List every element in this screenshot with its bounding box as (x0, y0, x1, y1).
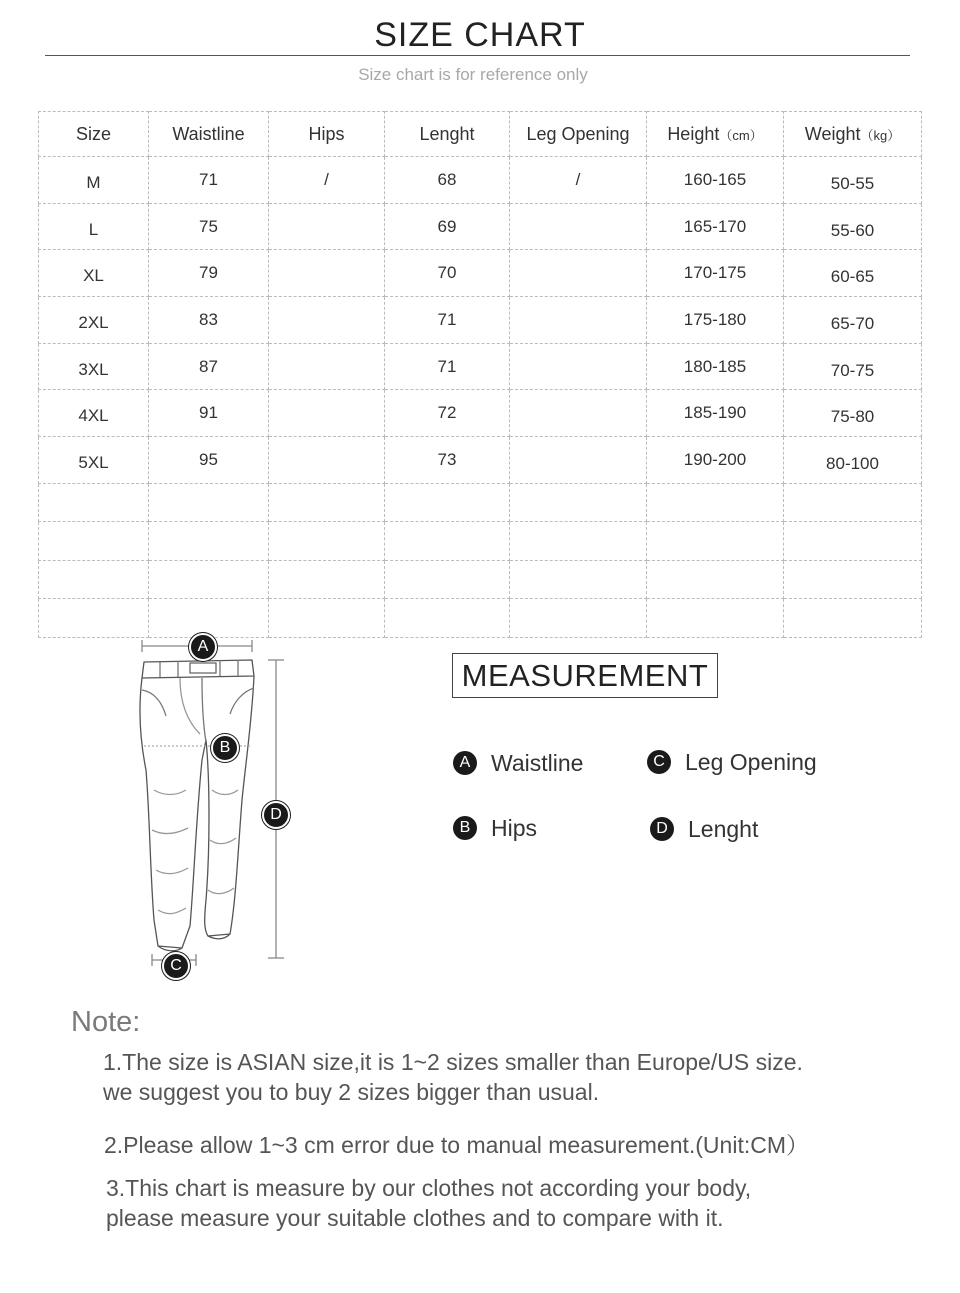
cell-weight: 65-70 (784, 297, 922, 344)
cell-hips (269, 390, 385, 437)
measurement-title: MEASUREMENT (452, 653, 718, 698)
header-weight (784, 112, 922, 157)
legend-waistline (453, 749, 583, 777)
cell-hips: / (269, 157, 385, 204)
table-row (39, 343, 922, 390)
table-header-row (39, 112, 922, 157)
cell-length: 71 (385, 343, 510, 390)
title-divider (45, 55, 910, 56)
note-line: 3.This chart is measure by our clothes not according your body, (106, 1175, 752, 1201)
cell-length: 72 (385, 390, 510, 437)
cell-length: 70 (385, 250, 510, 297)
legend-marker-b: B (453, 816, 477, 840)
cell-hips (269, 437, 385, 484)
marker-c: C (162, 952, 190, 980)
cell-length: 69 (385, 203, 510, 250)
cell-length: 68 (385, 157, 510, 204)
cell-height: 170-175 (647, 250, 784, 297)
cell-weight: 50-55 (784, 157, 922, 204)
legend-label-length: Lenght (688, 815, 759, 842)
marker-d: D (262, 801, 290, 829)
header-height-unit: （cm） (719, 127, 763, 143)
header-waistline: Waistline (149, 112, 269, 157)
note-line: 2.Please allow 1~3 cm error due to manual measurement.(Unit:CM） (104, 1132, 809, 1158)
cell-weight: 55-60 (784, 203, 922, 250)
header-height-label: Height (667, 123, 720, 144)
cell-weight: 75-80 (784, 390, 922, 437)
header-size: Size (39, 112, 149, 157)
cell-leg-opening (510, 250, 647, 297)
header-weight-label: Weight (804, 123, 861, 144)
table-row (39, 157, 922, 204)
cell-leg-opening (510, 390, 647, 437)
legend-marker-d: D (650, 817, 674, 841)
cell-size: 5XL (39, 437, 149, 484)
legend-marker-a: A (453, 751, 477, 775)
legend-leg-opening (647, 748, 817, 776)
marker-b: B (211, 734, 239, 762)
page-title: SIZE CHART (374, 16, 586, 54)
cell-size: M (39, 157, 149, 204)
table-row (39, 250, 922, 297)
cell-length: 71 (385, 297, 510, 344)
legend-hips (453, 814, 537, 842)
table-row (39, 203, 922, 250)
notes-title: Note: (71, 1006, 141, 1038)
cell-hips (269, 250, 385, 297)
marker-a: A (189, 633, 217, 661)
cell-size: 2XL (39, 297, 149, 344)
pants-diagram (120, 630, 310, 980)
cell-hips (269, 297, 385, 344)
cell-waistline: 75 (149, 203, 269, 250)
table-row (39, 297, 922, 344)
cell-weight: 80-100 (784, 437, 922, 484)
empty-row (39, 560, 922, 599)
size-chart-table (38, 111, 922, 638)
header-length: Lenght (385, 112, 510, 157)
cell-hips (269, 343, 385, 390)
cell-waistline: 71 (149, 157, 269, 204)
cell-size: XL (39, 250, 149, 297)
cell-waistline: 91 (149, 390, 269, 437)
legend-label-leg-opening: Leg Opening (685, 748, 817, 775)
cell-height: 175-180 (647, 297, 784, 344)
cell-leg-opening (510, 203, 647, 250)
cell-weight: 60-65 (784, 250, 922, 297)
note-line: we suggest you to buy 2 sizes bigger than usual. (103, 1079, 600, 1105)
header-height (647, 112, 784, 157)
page-subtitle: Size chart is for reference only (358, 65, 588, 84)
table-row (39, 390, 922, 437)
cell-height: 190-200 (647, 437, 784, 484)
cell-waistline: 83 (149, 297, 269, 344)
cell-leg-opening (510, 437, 647, 484)
cell-height: 160-165 (647, 157, 784, 204)
table-row (39, 437, 922, 484)
legend-label-waistline: Waistline (491, 749, 584, 776)
cell-leg-opening: / (510, 157, 647, 204)
cell-leg-opening (510, 297, 647, 344)
legend-label-hips: Hips (491, 814, 538, 841)
cell-size: 3XL (39, 343, 149, 390)
note-line: please measure your suitable clothes and to compare with it. (106, 1205, 724, 1231)
header-weight-unit: （kg） (860, 127, 901, 143)
cell-height: 165-170 (647, 203, 784, 250)
legend-length (650, 815, 758, 843)
empty-row (39, 483, 922, 522)
cell-weight: 70-75 (784, 343, 922, 390)
cell-waistline: 95 (149, 437, 269, 484)
empty-row (39, 522, 922, 561)
header-leg-opening: Leg Opening (510, 112, 647, 157)
cell-height: 180-185 (647, 343, 784, 390)
cell-size: 4XL (39, 390, 149, 437)
cell-height: 185-190 (647, 390, 784, 437)
cell-leg-opening (510, 343, 647, 390)
header-hips: Hips (269, 112, 385, 157)
legend-marker-c: C (647, 750, 671, 774)
cell-waistline: 87 (149, 343, 269, 390)
cell-size: L (39, 203, 149, 250)
note-line: 1.The size is ASIAN size,it is 1~2 sizes smaller than Europe/US size. (103, 1049, 803, 1075)
cell-waistline: 79 (149, 250, 269, 297)
cell-hips (269, 203, 385, 250)
cell-length: 73 (385, 437, 510, 484)
